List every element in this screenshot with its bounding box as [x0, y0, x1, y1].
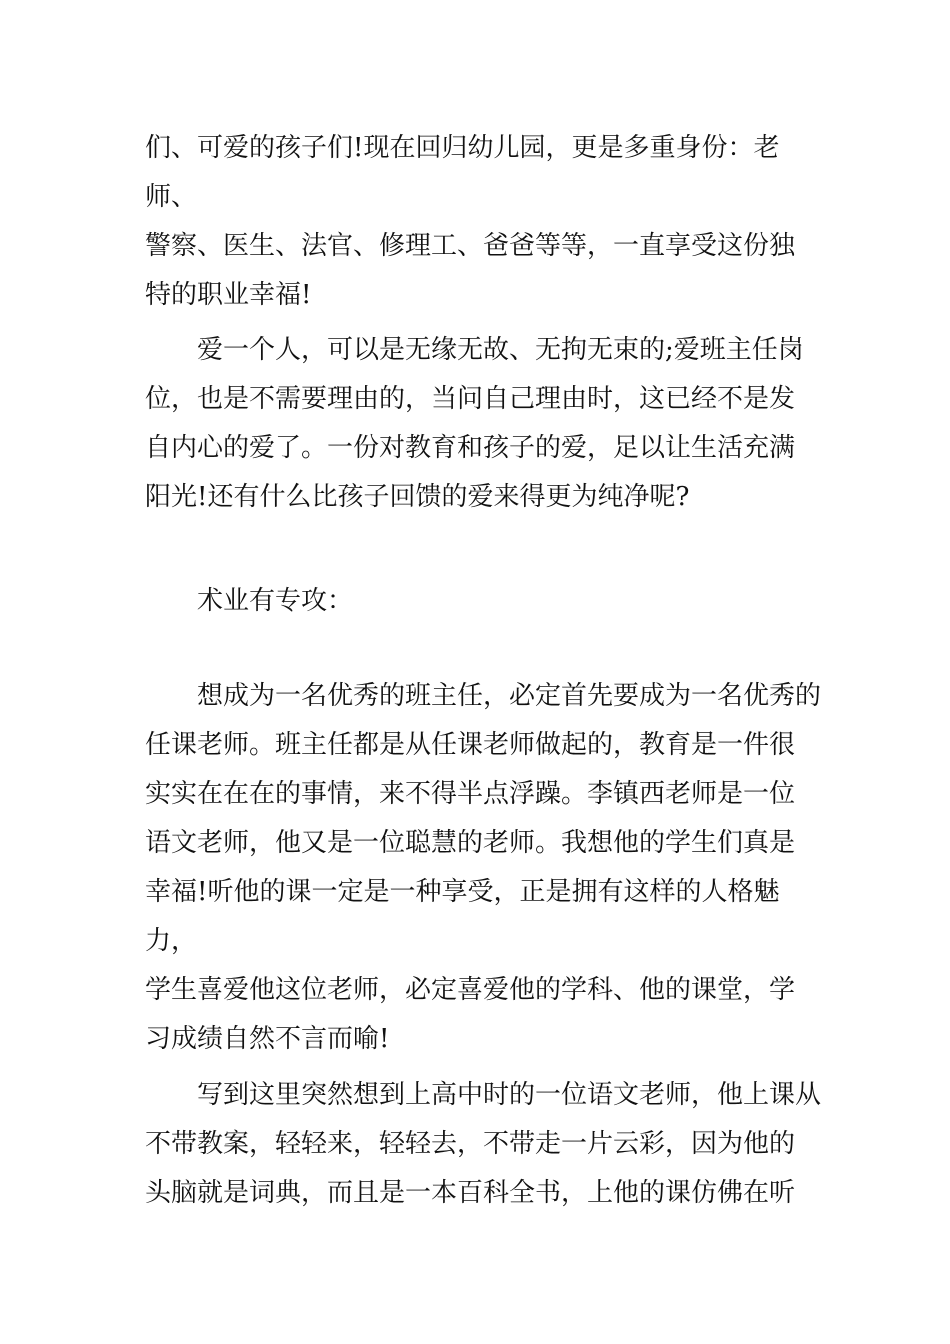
paragraph-1: 们、可爱的孩子们!现在回归幼儿园，更是多重身份：老师、 警察、医生、法官、修理工、爸爸等等，一直享受这份独 特的职业幸福!: [145, 133, 796, 310]
paragraph-4: 想成为一名优秀的班主任，必定首先要成为一名优秀的 任课老师。班主任都是从任课老师做起的，教育是一件很 实实在在在的事情，来不得半点浮躁。李镇西老师是一位 语文老师，他又是一位聪慧的老师。我想他的学生们真是 幸福!听他的课一定是一种享受，正是拥有这样的人格魅力， 学生喜爱他这位老师，必定喜爱他的学科、他的课堂，学 习成绩自然不言而喻!: [145, 681, 822, 1054]
paragraph-3-heading: 术业有专攻：: [145, 586, 354, 616]
paragraph-5: 写到这里突然想到上高中时的一位语文老师，他上课从 不带教案，轻轻来，轻轻去，不带走一片云彩，因为他的 头脑就是词典，而且是一本百科全书，上他的课仿佛在听: [145, 1080, 822, 1208]
paragraph-2: 爱一个人，可以是无缘无故、无拘无束的;爱班主任岗 位，也是不需要理由的，当问自己理由时，这已经不是发 自内心的爱了。一份对教育和孩子的爱，足以让生活充满 阳光!还有什么比孩子回馈的爱来得更为纯净呢?: [145, 335, 804, 512]
